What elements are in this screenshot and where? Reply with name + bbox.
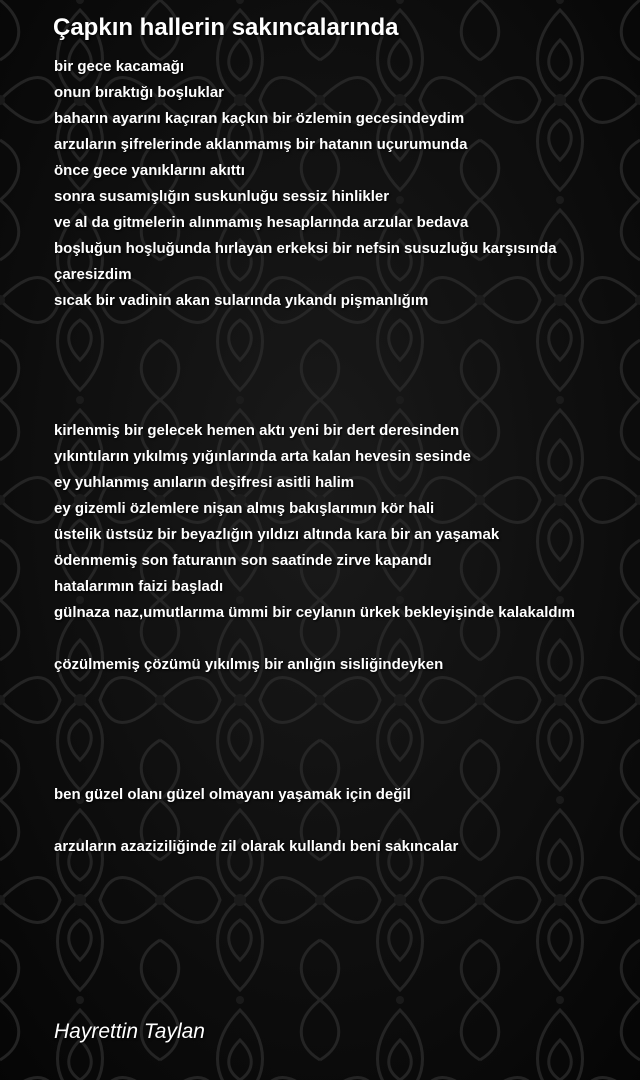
poem-line bbox=[54, 678, 640, 704]
poem-line: ve al da gitmelerin alınmamış hesaplarında arzular bedava bbox=[54, 214, 469, 231]
poem-line: çözülmemiş çözümü yıkılmış bir anlığın sisliğindeyken bbox=[54, 656, 444, 673]
poem-line bbox=[54, 392, 640, 418]
poem-title: Çapkın hallerin sakıncalarında bbox=[53, 14, 399, 41]
poem-line: sıcak bir vadinin akan sularında yıkandı pişmanlığım bbox=[54, 292, 429, 309]
poem-line: hatalarımın faizi başladı bbox=[54, 578, 224, 595]
poem-line bbox=[54, 808, 640, 834]
poem-line: yıkıntıların yıkılmış yığınlarında arta kalan hevesin sesinde bbox=[54, 448, 471, 465]
poem-line: ey yuhlanmış anıların deşifresi asitli halim bbox=[54, 474, 355, 491]
poem-line bbox=[54, 626, 640, 652]
poem-line: onun bıraktığı boşluklar bbox=[54, 84, 225, 101]
poem-line bbox=[54, 730, 640, 756]
poem-line: gülnaza naz,umutlarıma ümmi bir ceylanın ürkek bekleyişinde kalakaldım bbox=[54, 604, 576, 621]
poem-line bbox=[54, 340, 640, 366]
poem-line: kirlenmiş bir gelecek hemen aktı yeni bir dert deresinden bbox=[54, 422, 460, 439]
poem-line: önce gece yanıklarını akıttı bbox=[54, 162, 245, 179]
poem-line: ödenmemiş son faturanın son saatinde zirve kapandı bbox=[54, 552, 432, 569]
poem-line: bir gece kacamağı bbox=[54, 58, 185, 75]
poem-author: Hayrettin Taylan bbox=[54, 1020, 205, 1043]
poem-line: ben güzel olanı güzel olmayanı yaşamak için değil bbox=[54, 786, 411, 803]
poem-line: baharın ayarını kaçıran kaçkın bir özlemin gecesindeydim bbox=[54, 110, 465, 127]
poem-line: arzuların azaziziliğinde zil olarak kullandı beni sakıncalar bbox=[54, 838, 459, 855]
poem-line bbox=[54, 366, 640, 392]
poem-line bbox=[54, 704, 640, 730]
poem-line bbox=[54, 314, 640, 340]
poem-line: üstelik üstsüz bir beyazlığın yıldızı altında kara bir an yaşamak bbox=[54, 526, 500, 543]
poem-line: çaresizdim bbox=[54, 266, 132, 283]
poem-line: arzuların şifrelerinde aklanmamış bir hatanın uçurumunda bbox=[54, 136, 468, 153]
poem-line bbox=[54, 756, 640, 782]
poem-body bbox=[54, 54, 640, 860]
poem-line: ey gizemli özlemlere nişan almış bakışlarımın kör hali bbox=[54, 500, 435, 517]
poem-line: sonra susamışlığın suskunluğu sessiz hinlikler bbox=[54, 188, 390, 205]
poem-line: boşluğun hoşluğunda hırlayan erkeksi bir nefsin susuzluğu karşısında bbox=[54, 240, 557, 257]
